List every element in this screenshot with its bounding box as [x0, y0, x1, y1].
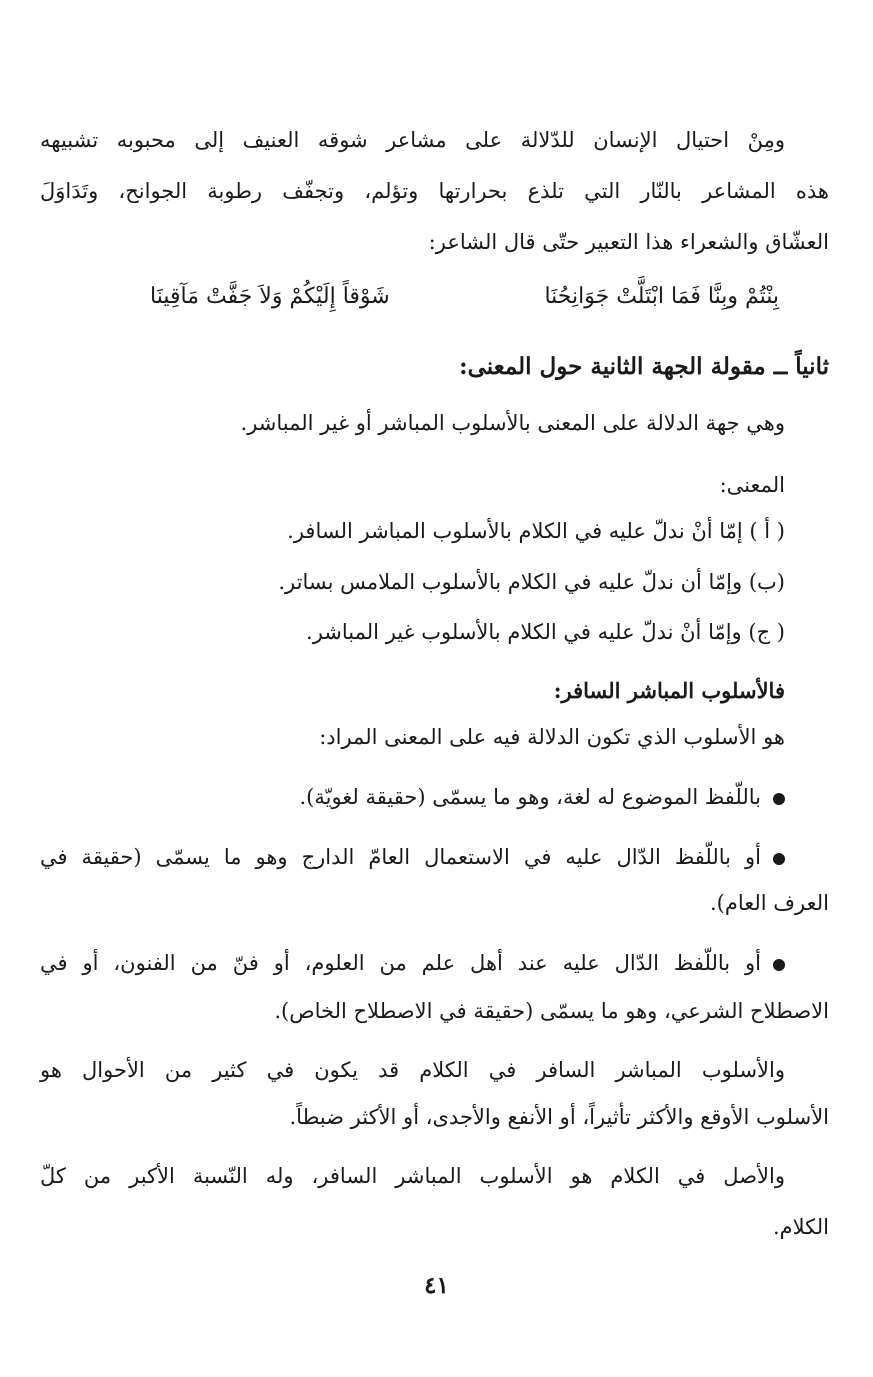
- intro-line-2: هذه المشاعر بالنّار التي تلذع بحرارتها وتؤلم، وتجفّف رطوبة الجوانح، وتَدَاوَلَ: [40, 179, 829, 203]
- bullet-dot-icon: [773, 793, 785, 805]
- verse-first-hemistich: بِنْتُمْ وبِنَّا فَمَا ابْتَلَّتْ جَوَانِحُنَا: [544, 284, 779, 309]
- direct-style-definition: هو الأسلوب الذي تكون الدلالة فيه على المعنى المراد:: [319, 725, 785, 749]
- intro-line-3: العشّاق والشعراء هذا التعبير حتّى قال الشاعر:: [428, 230, 829, 254]
- section-definition: وهي جهة الدلالة على المعنى بالأسلوب المباشر أو غير المباشر.: [240, 411, 785, 435]
- bullet-dot-icon: [773, 853, 785, 865]
- section-heading: ثانياً ــ مقولة الجهة الثانية حول المعنى:: [459, 353, 829, 380]
- bullet-item-3: [40, 948, 785, 978]
- bullet-item-2: [40, 842, 785, 872]
- closing-para-1-line-1: والأسلوب المباشر السافر في الكلام قد يكون في كثير من الأحوال هو: [40, 1058, 785, 1082]
- bullet-dot-icon: [773, 959, 785, 971]
- bullet-item-3-text-line-2: الاصطلاح الشرعي، وهو ما يسمّى (حقيقة في الاصطلاح الخاص).: [274, 999, 829, 1023]
- closing-para-2-line-2: الكلام.: [772, 1215, 829, 1239]
- bullet-item-3-text-line-1: أو باللّفظ الدّال عليه عند أهل علم من العلوم، أو فنّ من الفنون، أو في: [40, 951, 761, 975]
- meaning-option-b: (ب) وإمّا أن ندلّ عليه في الكلام بالأسلوب الملامس بساتر.: [278, 570, 785, 594]
- page-number: ٤١: [424, 1272, 449, 1299]
- meaning-option-c: ( ج) وإمّا أنْ ندلّ عليه في الكلام بالأسلوب غير المباشر.: [306, 620, 785, 644]
- intro-line-1: ومِنْ احتيال الإنسان للدّلالة على مشاعر شوقه العنيف إلى محبوبه تشبيهه: [40, 128, 785, 152]
- verse-second-hemistich: شَوْقاً إِلَيْكُمْ وَلاَ جَفَّتْ مَآقِينَا: [150, 284, 390, 309]
- bullet-item-2-text-line-1: أو باللّفظ الدّال عليه في الاستعمال العامّ الدارج وهو ما يسمّى (حقيقة في: [40, 845, 761, 869]
- bullet-item-2-text-line-2: العرف العام).: [709, 891, 829, 915]
- closing-para-1-line-2: الأسلوب الأوقع والأكثر تأثيراً، أو الأنفع والأجدى، أو الأكثر ضبطاً.: [289, 1105, 829, 1129]
- bullet-item-1: [40, 782, 785, 812]
- meaning-option-a: ( أ ) إمّا أنْ ندلّ عليه في الكلام بالأسلوب المباشر السافر.: [287, 519, 785, 543]
- meaning-label: المعنى:: [719, 473, 785, 497]
- bullet-item-1-text: باللّفظ الموضوع له لغة، وهو ما يسمّى (حقيقة لغويّة).: [299, 785, 761, 809]
- direct-style-heading: فالأسلوب المباشر السافر:: [553, 678, 785, 703]
- closing-para-2-line-1: والأصل في الكلام هو الأسلوب المباشر السافر، وله النّسبة الأكبر من كلّ: [40, 1164, 785, 1188]
